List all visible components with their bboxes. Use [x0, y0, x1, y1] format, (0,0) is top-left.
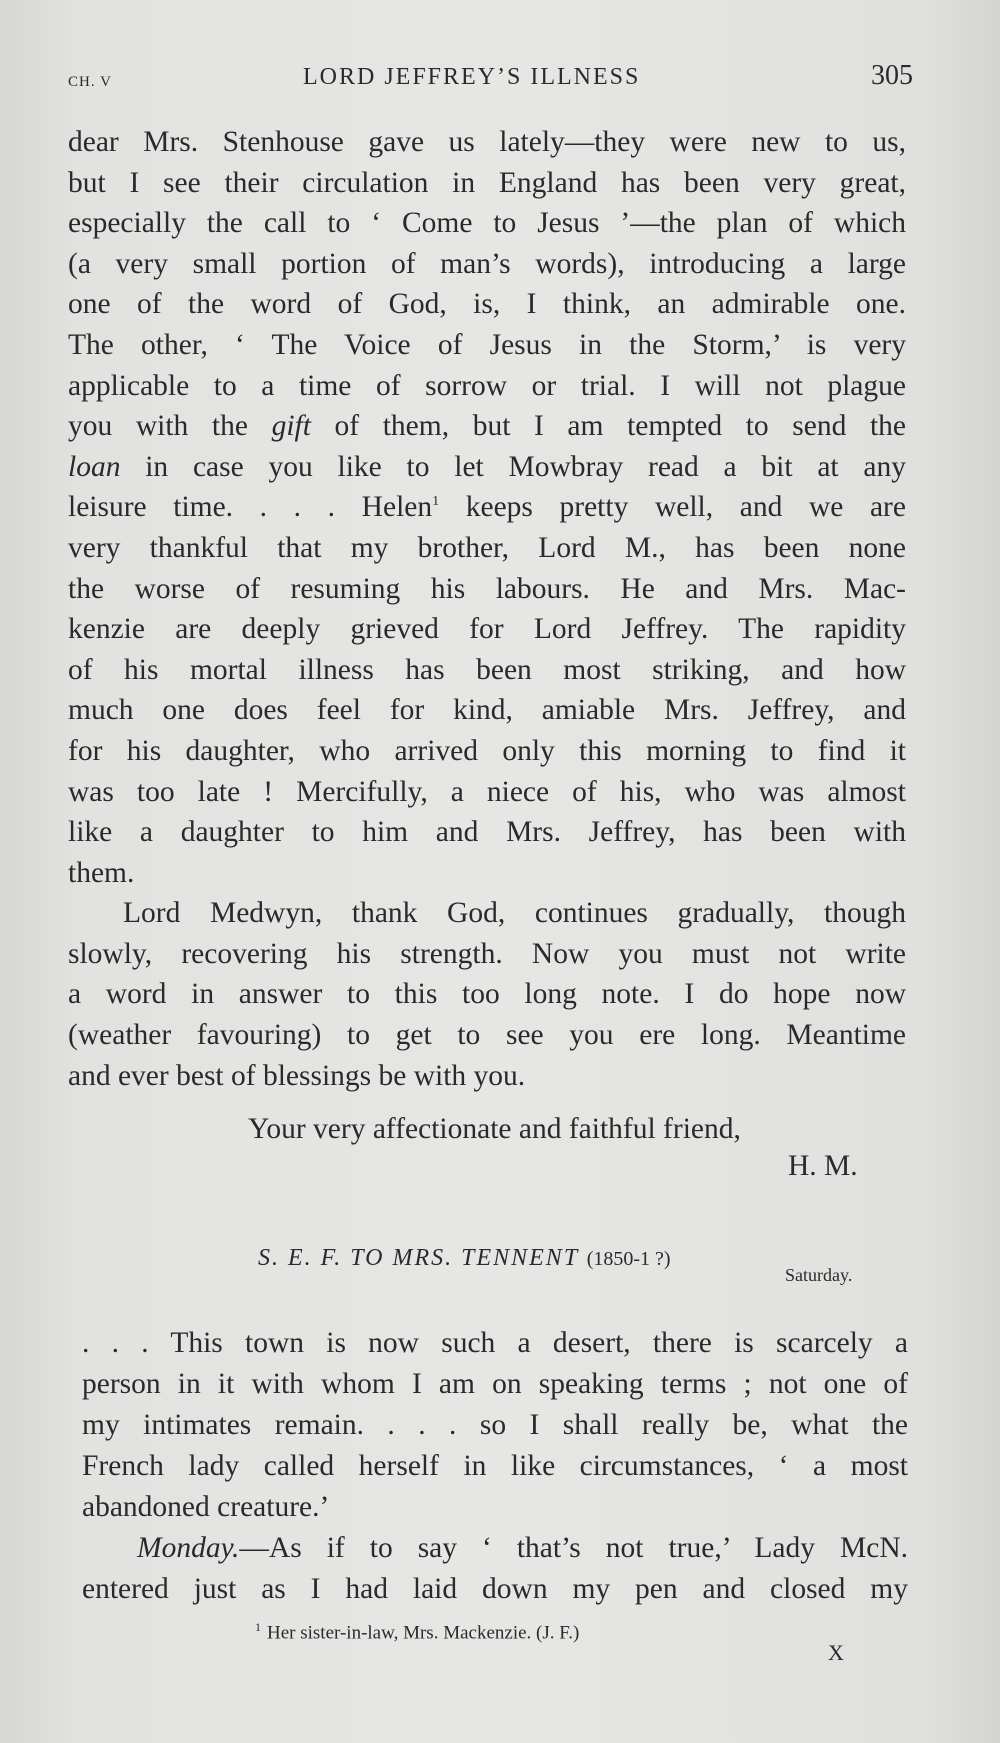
text-line: the worse of resuming his labours. He and Mrs. Mac- [68, 572, 906, 605]
italic-word: Monday. [137, 1532, 240, 1564]
text-line: person in it with whom I am on speaking terms ; not one of [82, 1368, 908, 1400]
text-line: (a very small portion of man’s words), introducing a large [68, 247, 906, 280]
text-line [68, 406, 906, 447]
text-line: of his mortal illness has been most striking, and how [68, 653, 906, 686]
text-line: dear Mrs. Stenhouse gave us lately—they were new to us, [68, 126, 906, 158]
text-run: keeps pretty well, and we are [439, 491, 906, 524]
text-run: in case you like to let Mowbray read a bit at any [120, 450, 906, 483]
letter-closing: Your very affectionate and faithful friend, [248, 1113, 741, 1145]
text-line: for his daughter, who arrived only this morning to find it [68, 734, 906, 767]
text-run: you with the [68, 410, 272, 443]
letter-day: Saturday. [785, 1265, 853, 1285]
text-line: very thankful that my brother, Lord M., has been none [68, 531, 906, 564]
text-line: applicable to a time of sorrow or trial. I will not plague [68, 369, 906, 402]
text-line: (weather favouring) to get to see you ere long. Meantime [68, 1019, 906, 1052]
text-line: The other, ‘ The Voice of Jesus in the Storm,’ is very [68, 328, 906, 361]
letter-body [68, 122, 906, 1096]
chapter-label: CH. V [68, 74, 112, 90]
page-number: 305 [871, 60, 913, 91]
text-line: entered just as I had laid down my pen and closed my [82, 1573, 908, 1605]
footnote [255, 1620, 579, 1644]
text-line: and ever best of blessings be with you. [68, 1059, 526, 1092]
heading-dates: (1850-1 ?) [586, 1248, 671, 1270]
text-line: much one does feel for kind, amiable Mrs. Jeffrey, and [68, 694, 906, 727]
letter-signature: H. M. [788, 1150, 858, 1182]
text-line: one of the word of God, is, I think, an admirable one. [68, 288, 906, 321]
text-line: them. [68, 856, 135, 889]
italic-word: gift [271, 410, 311, 443]
signature-mark: X [828, 1640, 844, 1665]
text-line: a word in answer to this too long note. I do hope now [68, 978, 906, 1011]
running-title: LORD JEFFREY’S ILLNESS [303, 64, 641, 90]
text-line: slowly, recovering his strength. Now you must not write [68, 937, 906, 970]
heading-text: S. E. F. TO MRS. TENNENT [258, 1245, 579, 1271]
italic-word: loan [68, 450, 121, 483]
text-line [68, 447, 906, 488]
text-run: of them, but I am tempted to send the [310, 410, 906, 443]
text-line: but I see their circulation in England has been very great, [68, 166, 906, 199]
text-line: . . . This town is now such a desert, there is scarcely a [82, 1327, 908, 1359]
text-run: leisure time. . . . Helen [68, 491, 433, 524]
text-line [82, 1528, 908, 1569]
text-run: —As if to say ‘ that’s not true,’ Lady McN. [239, 1532, 908, 1564]
letter-heading [258, 1245, 671, 1272]
text-line [68, 487, 906, 528]
text-line: like a daughter to him and Mrs. Jeffrey, has been with [68, 816, 906, 849]
footnote-text: Her sister-in-law, Mrs. Mackenzie. (J. F.) [267, 1622, 580, 1644]
footnote-marker: 1 [255, 1620, 261, 1634]
running-header [68, 58, 913, 98]
text-line: abandoned creature.’ [82, 1491, 330, 1523]
footnote-ref: 1 [432, 494, 440, 510]
letter-body-2 [82, 1323, 908, 1610]
text-line: kenzie are deeply grieved for Lord Jeffrey. The rapidity [68, 613, 906, 646]
text-line: was too late ! Mercifully, a niece of his, who was almost [68, 775, 906, 808]
text-line: Lord Medwyn, thank God, continues gradually, though [123, 897, 906, 930]
text-line: especially the call to ‘ Come to Jesus ’—the plan of which [68, 207, 906, 240]
text-line: French lady called herself in like circumstances, ‘ a most [82, 1450, 908, 1482]
text-line: my intimates remain. . . . so I shall really be, what the [82, 1409, 908, 1441]
